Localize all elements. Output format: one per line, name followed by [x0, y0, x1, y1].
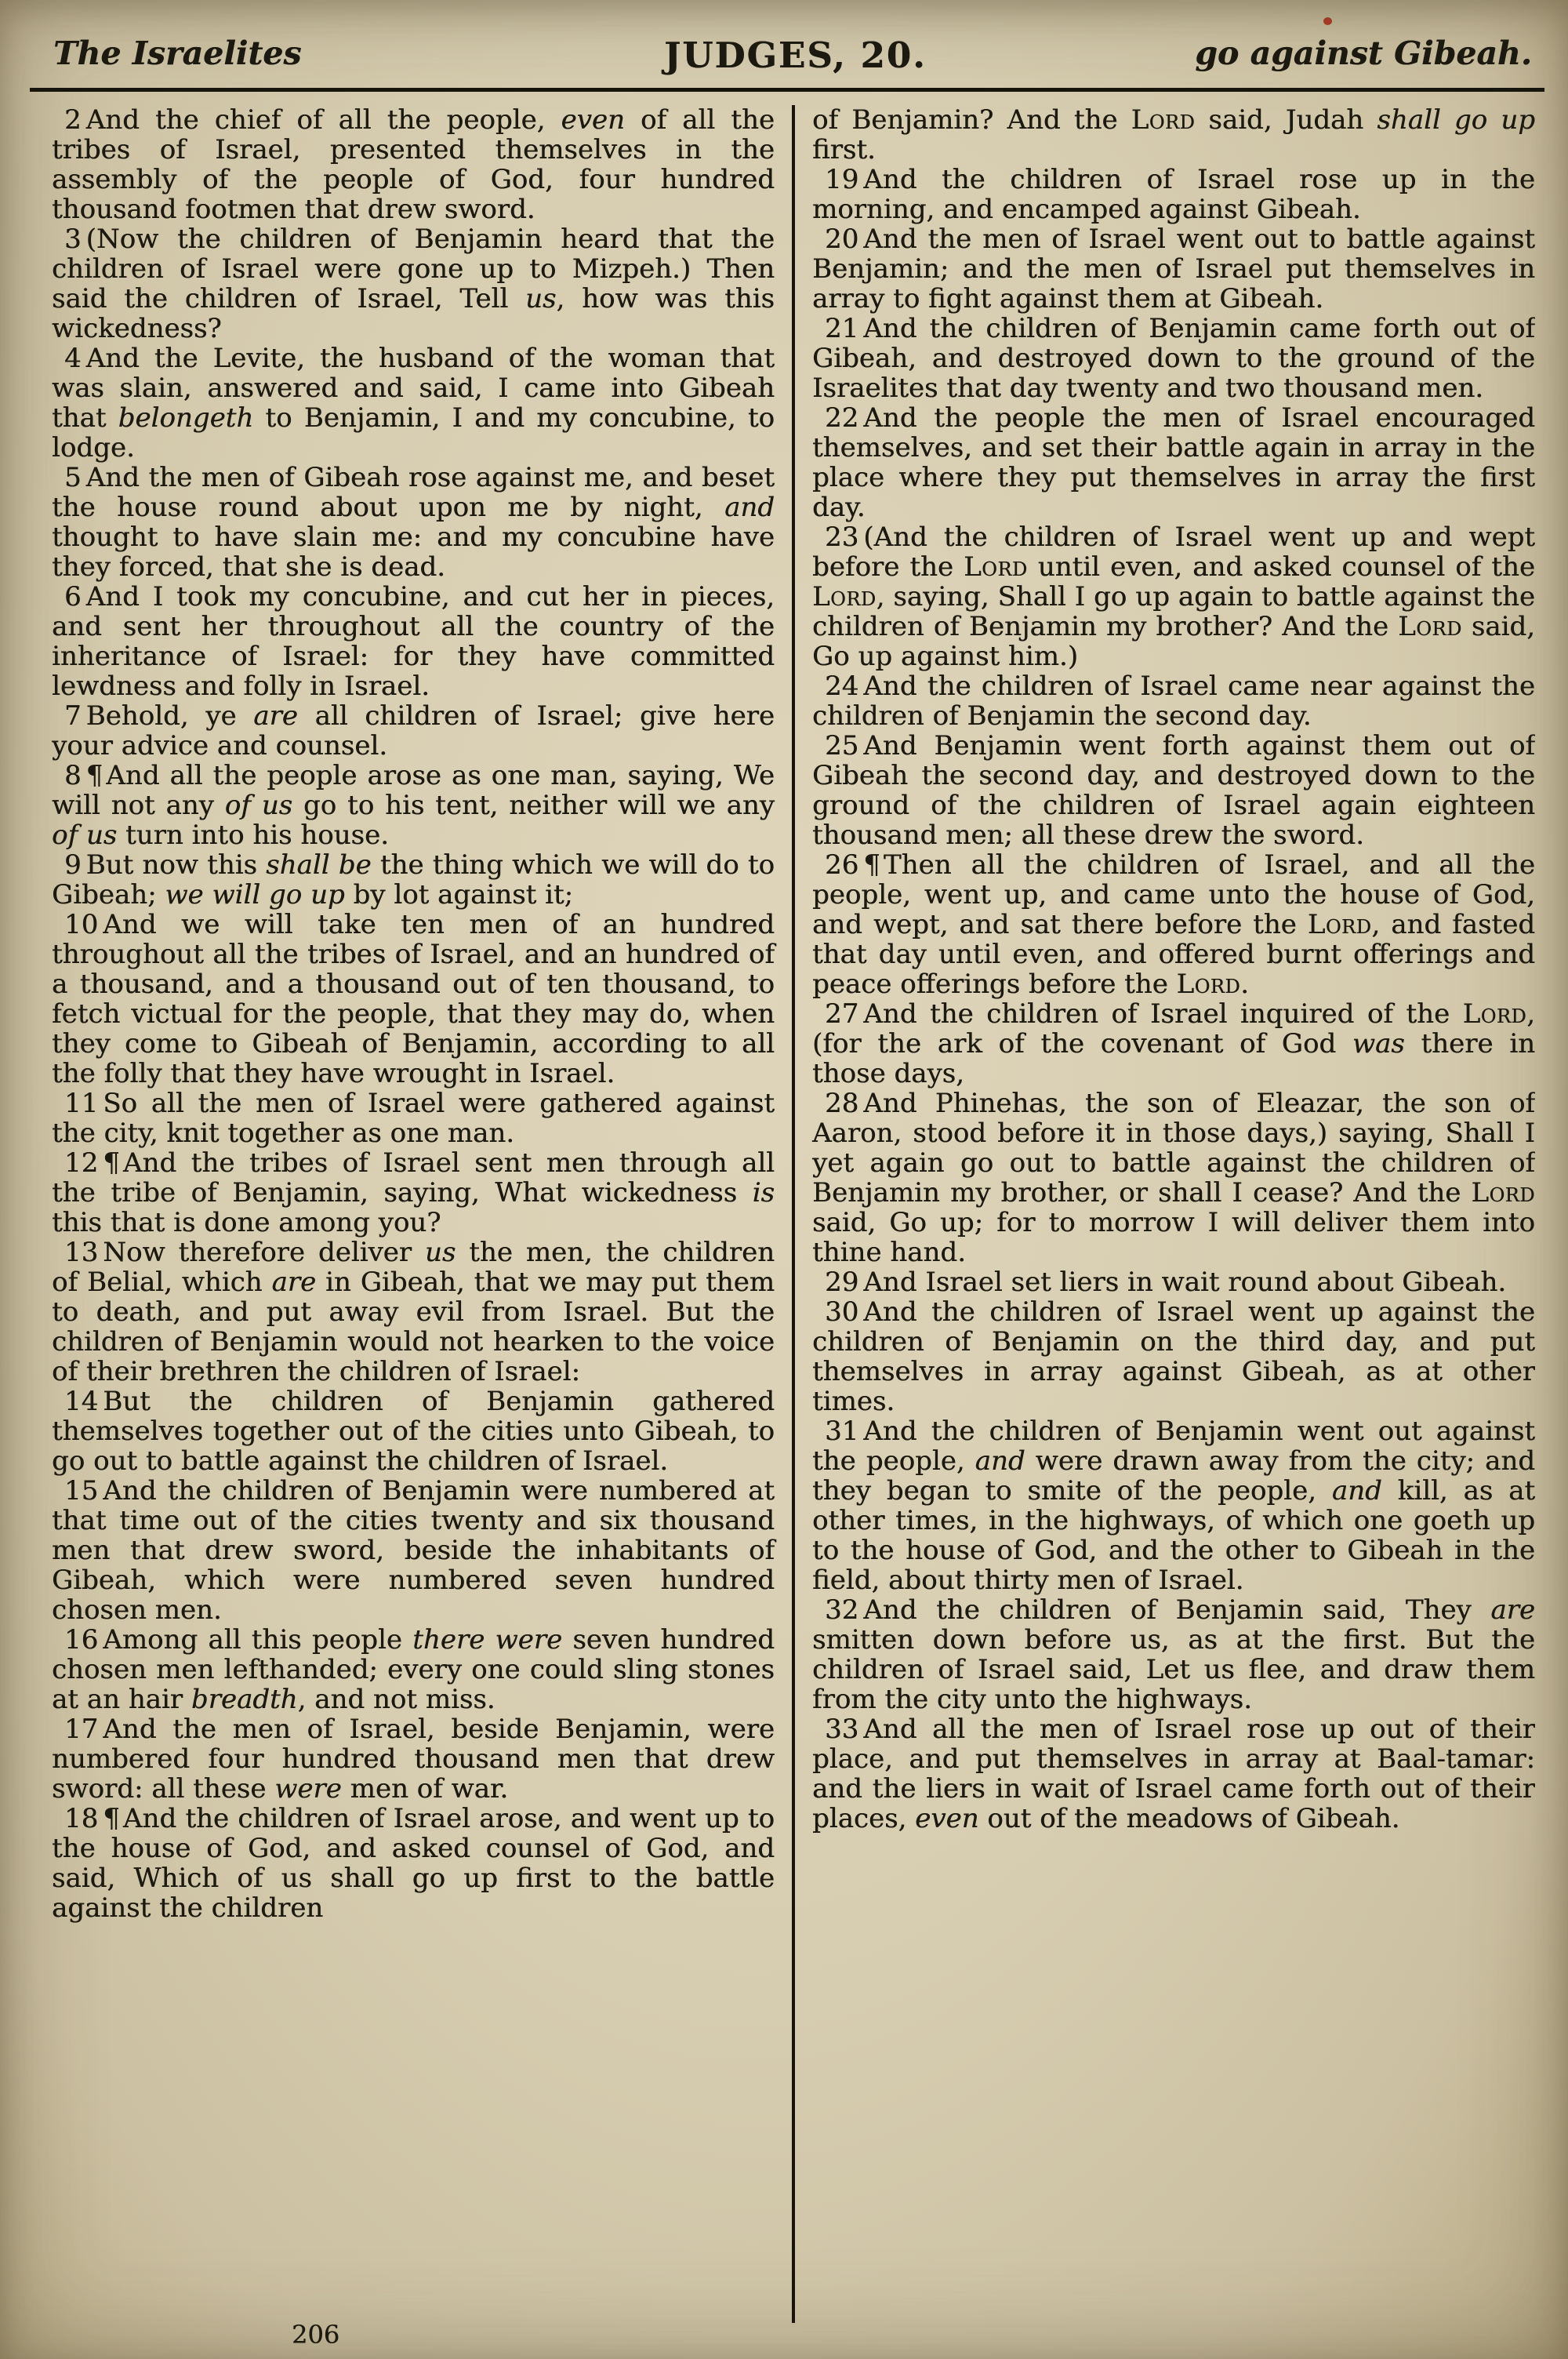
- verse-number: 5: [64, 462, 82, 493]
- verse-text: And the men of Gibeah rose against me, and beset the house round about upon me by night, and thought to have slain me: and my concubine have they forced, that she is dead.: [52, 462, 775, 583]
- verse-number: 11: [64, 1088, 99, 1119]
- verse: [812, 999, 1535, 1089]
- verse: [52, 105, 775, 224]
- verse-number: 16: [64, 1624, 99, 1656]
- pilcrow-mark: ¶: [103, 1147, 120, 1179]
- verse-text: And I took my concubine, and cut her in pieces, and sent her throughout all the country of the inheritance of Israel: for they have committed lewdness and folly in Israel.: [52, 581, 775, 702]
- verse: [812, 224, 1535, 314]
- verse-text: And the men of Israel went out to battle against Benjamin; and the men of Israel put themselves in array to fight against them at Gibeah.: [812, 224, 1535, 314]
- verse-number: 21: [825, 313, 859, 344]
- verse-number: 26: [825, 849, 859, 881]
- verse: [812, 314, 1535, 403]
- verse-text: And the children of Benjamin said, They are smitten down before us, as at the first. But the children of Israel said, Let us flee, and draw them from the city unto the highways.: [812, 1594, 1535, 1715]
- verse: [52, 701, 775, 761]
- verse: [52, 1089, 775, 1148]
- verse-text: And all the people arose as one man, saying, We will not any of us go to his tent, neither will we any of us turn into his house.: [52, 760, 775, 851]
- verse-number: 12: [64, 1147, 99, 1179]
- verse-text: Behold, ye are all children of Israel; give here your advice and counsel.: [52, 700, 775, 761]
- verse-text: And Phinehas, the son of Eleazar, the son of Aaron, stood before it in those days,) saying, Shall I yet again go out to battle against the children of Benjamin my brother, or shall I cease? And the Lord said, Go up; for to morrow I will deliver them into thine hand.: [812, 1088, 1535, 1268]
- verse-text: And the children of Israel rose up in the morning, and encamped against Gibeah.: [812, 164, 1535, 225]
- verse-text: And the men of Israel, beside Benjamin, were numbered four hundred thousand men that drew sword: all these were men of war.: [52, 1714, 775, 1805]
- verse-number: 31: [825, 1416, 859, 1447]
- verse-text: (Now the children of Benjamin heard that the children of Israel were gone up to Mizpeh.) Then said the children of Israel, Tell us, how was this wickedness?: [52, 224, 775, 344]
- verse-number: 7: [64, 700, 82, 732]
- verse-text: And Israel set liers in wait round about Gibeah.: [863, 1267, 1507, 1298]
- verse-text: And all the men of Israel rose up out of their place, and put themselves in array at Baal-tamar: and the liers in wait of Israel came forth out of their places, even out of the meadows of Gibeah.: [812, 1714, 1535, 1834]
- verse-number: 25: [825, 730, 859, 761]
- verse: [52, 761, 775, 850]
- verse-number: 27: [825, 998, 859, 1030]
- verse: [812, 731, 1535, 850]
- verse: [52, 1238, 775, 1387]
- verse-number: 8: [64, 760, 82, 791]
- verse-text: And the children of Israel inquired of the Lord, (for the ark of the covenant of God was there in those days,: [812, 998, 1535, 1089]
- pilcrow-mark: ¶: [85, 760, 103, 791]
- verse-number: 13: [64, 1237, 99, 1268]
- verse-text: Among all this people there were seven hundred chosen men lefthanded; every one could sling stones at an hair breadth, and not miss.: [52, 1624, 775, 1715]
- verse: [52, 463, 775, 582]
- verse-number: 14: [64, 1386, 99, 1417]
- verse-text: And the children of Benjamin went out against the people, and were drawn away from the city; and they began to smite of the people, and kill, as at other times, in the highways, of which one goeth up to the house of God, and the other to Gibeah in the field, about thirty men of Israel.: [812, 1416, 1535, 1596]
- verse-number: 9: [64, 849, 82, 881]
- verse: [812, 1297, 1535, 1416]
- verse-number: 2: [64, 105, 82, 136]
- verse-text: So all the men of Israel were gathered against the city, knit together as one man.: [52, 1088, 775, 1149]
- verse-number: 15: [64, 1475, 99, 1507]
- page-number: 206: [292, 2320, 340, 2350]
- page-title: JUDGES, 20.: [663, 35, 927, 76]
- page-header: [53, 35, 1532, 76]
- pilcrow-mark: ¶: [863, 849, 880, 881]
- verse: [52, 343, 775, 463]
- verse-number: 33: [825, 1714, 859, 1745]
- running-head-left: The Israelites: [53, 35, 302, 72]
- pilcrow-mark: ¶: [103, 1803, 120, 1834]
- verse-number: 3: [64, 224, 82, 255]
- verse: [52, 1804, 775, 1923]
- verse-text: And the children of Benjamin were numbered at that time out of the cities twenty and six thousand men that drew sword, beside the inhabitants of Gibeah, which were numbered seven hundred chosen men.: [52, 1475, 775, 1626]
- verse-number: 29: [825, 1267, 859, 1298]
- verse-number: 30: [825, 1296, 859, 1328]
- verse: [52, 1476, 775, 1625]
- verse: [812, 1595, 1535, 1714]
- verse-text: And the chief of all the people, even of all the tribes of Israel, presented themselves in the assembly of the people of God, four hundred thousand footmen that drew sword.: [52, 105, 775, 225]
- verse-number: 17: [64, 1714, 99, 1745]
- verse: [52, 582, 775, 701]
- verse: [812, 105, 1535, 165]
- verse-number: 4: [64, 343, 82, 374]
- verse-number: 23: [825, 522, 859, 553]
- verse: [52, 850, 775, 910]
- verse-number: 10: [64, 909, 99, 940]
- verse: [812, 403, 1535, 522]
- text-column-right: [812, 105, 1535, 2323]
- verse-text: Now therefore deliver us the men, the children of Belial, which are in Gibeah, that we may put them to death, and put away evil from Israel. But the children of Benjamin would not hearken to the voice of their brethren the children of Israel:: [52, 1237, 775, 1387]
- verse-number: 32: [825, 1594, 859, 1626]
- verse: [812, 1714, 1535, 1834]
- verse-text: And Benjamin went forth against them out of Gibeah the second day, and destroyed down to the ground of the children of Israel again eighteen thousand men; all these drew the sword.: [812, 730, 1535, 851]
- text-column-left: [52, 105, 775, 2323]
- verse: [52, 1148, 775, 1238]
- verse-number: 6: [64, 581, 82, 612]
- verse-text: And the children of Benjamin came forth out of Gibeah, and destroyed down to the ground of the Israelites that day twenty and two thousand men.: [812, 313, 1535, 404]
- verse-number: 18: [64, 1803, 99, 1834]
- verse: [52, 224, 775, 343]
- verse: [52, 1387, 775, 1476]
- ink-speck: [1323, 17, 1332, 25]
- verse-text: (And the children of Israel went up and wept before the Lord until even, and asked counsel of the Lord, saying, Shall I go up again to battle against the children of Benjamin my brother? And the Lord said, Go up against him.): [812, 522, 1535, 672]
- verse-number: 19: [825, 164, 859, 195]
- verse-text: And the tribes of Israel sent men through all the tribe of Benjamin, saying, What wickedness is this that is done among you?: [52, 1147, 775, 1238]
- verse: [812, 1267, 1535, 1297]
- verse: [812, 1089, 1535, 1267]
- verse: [52, 910, 775, 1089]
- verse: [812, 165, 1535, 224]
- verse: [52, 1714, 775, 1804]
- verse-text: of Benjamin? And the Lord said, Judah shall go up first.: [812, 105, 1535, 165]
- verse: [52, 1625, 775, 1714]
- verse-text: Then all the children of Israel, and all the people, went up, and came unto the house of God, and wept, and sat there before the Lord, and fasted that day until even, and offered burnt offerings and peace offerings before the Lord.: [812, 849, 1535, 1000]
- verse: [812, 1416, 1535, 1595]
- header-rule: [30, 88, 1544, 92]
- verse-text: But now this shall be the thing which we will do to Gibeah; we will go up by lot against it;: [52, 849, 775, 911]
- verse-text: And we will take ten men of an hundred throughout all the tribes of Israel, and an hundred of a thousand, and a thousand out of ten thousand, to fetch victual for the people, that they may do, when they come to Gibeah of Benjamin, according to all the folly that they have wrought in Israel.: [52, 909, 775, 1089]
- verse-text: And the children of Israel went up against the children of Benjamin on the third day, and put themselves in array against Gibeah, as at other times.: [812, 1296, 1535, 1417]
- verse-text: And the children of Israel came near against the children of Benjamin the second day.: [812, 671, 1535, 732]
- column-divider: [792, 105, 795, 2323]
- verse: [812, 522, 1535, 671]
- verse-number: 24: [825, 671, 859, 702]
- verse-number: 22: [825, 402, 859, 434]
- verse-text: But the children of Benjamin gathered themselves together out of the cities unto Gibeah, to go out to battle against the children of Israel.: [52, 1386, 775, 1477]
- verse-text: And the Levite, the husband of the woman that was slain, answered and said, I came into Gibeah that belongeth to Benjamin, I and my concubine, to lodge.: [52, 343, 775, 463]
- verse-number: 28: [825, 1088, 859, 1119]
- running-head-right: go against Gibeah.: [1195, 35, 1532, 72]
- verse: [812, 850, 1535, 999]
- verse-number: 20: [825, 224, 859, 255]
- verse: [812, 671, 1535, 731]
- verse-text: And the people the men of Israel encouraged themselves, and set their battle again in array in the place where they put themselves in array the first day.: [812, 402, 1535, 523]
- text-columns: [52, 105, 1535, 2323]
- verse-text: And the children of Israel arose, and went up to the house of God, and asked counsel of God, and said, Which of us shall go up first to the battle against the children: [52, 1803, 775, 1924]
